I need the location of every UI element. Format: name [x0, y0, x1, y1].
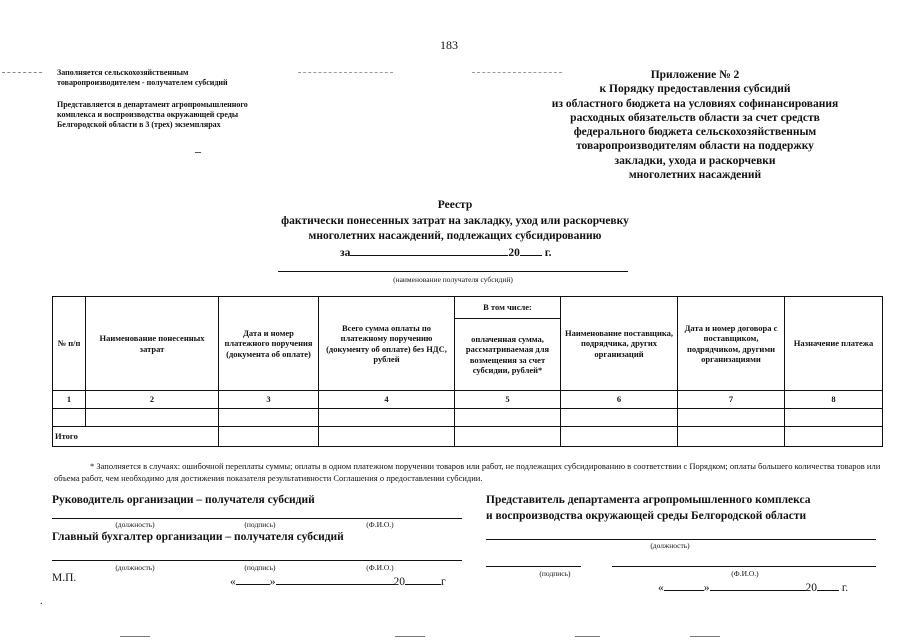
date-year-suffix: г.	[841, 582, 849, 594]
appendix-line: федерального бюджета сельскохозяйственным	[573, 126, 817, 139]
period-blank	[350, 245, 508, 256]
scan-mark	[120, 636, 150, 637]
left-date	[230, 574, 446, 588]
column-number-cell: 3	[219, 391, 319, 409]
date-quote-close: »	[703, 582, 710, 594]
expense-registry-table	[52, 296, 883, 447]
appendix-line: расходных обязательств области за счет средств	[570, 111, 820, 124]
dept-representative-line-1: Представитель департамента агропромышленного комплекса	[486, 494, 811, 506]
top-note-line-2: товаропроизводителем - получателем субсидий	[57, 78, 228, 87]
appendix-line: закладки, ухода и раскорчевки	[614, 154, 776, 167]
footnote: * Заполняется в случаях: ошибочной переплаты суммы; оплаты в одном платежном поручении товаров или работ, не подлежащих субсидированию в соответствии с Порядком; оплаты большего количества товаров или объема работ, чем необходимо для достижения показателя результативности Соглашения о предоставлении субсидии.	[54, 461, 881, 483]
empty-cell	[219, 427, 319, 447]
right-date	[658, 580, 848, 594]
dept-position-line	[486, 539, 876, 540]
date-day-blank	[236, 574, 270, 585]
accountant-signature-title: Главный бухгалтер организации – получателя субсидий	[52, 531, 344, 543]
date-year: 20	[393, 576, 405, 588]
dept-signature-line	[486, 566, 581, 567]
head-fio-caption: (Ф.И.О.)	[366, 520, 394, 529]
empty-cell	[319, 427, 455, 447]
head-position-caption: (должность)	[115, 520, 155, 529]
accountant-fio-caption: (Ф.И.О.)	[366, 563, 394, 572]
header-including: В том числе:	[455, 297, 561, 319]
appendix-heading	[520, 68, 870, 182]
header-subsidy-amount: оплаченная сумма, рассматриваемая для возмещения за счет субсидии, рублей*	[455, 319, 561, 391]
dept-fio-line	[612, 566, 876, 567]
dept-position-caption: (должность)	[650, 541, 690, 550]
empty-cell	[455, 409, 561, 427]
appendix-line: из областного бюджета на условиях софинансирования	[551, 97, 839, 110]
empty-cell	[53, 409, 86, 427]
empty-cell	[785, 427, 883, 447]
empty-cell	[561, 409, 678, 427]
header-total-amount: Всего сумма оплаты по платежному поручению (документу об оплате) без НДС, рублей	[319, 297, 455, 391]
empty-cell	[785, 409, 883, 427]
date-month-blank	[710, 580, 806, 591]
recipient-caption: (наименование получателя субсидий)	[393, 275, 513, 284]
reporting-period	[340, 245, 552, 259]
scan-mark	[195, 152, 201, 153]
empty-cell	[678, 409, 785, 427]
date-month-blank	[276, 574, 394, 585]
appendix-line: Приложение № 2	[650, 69, 740, 81]
registry-title-line-2: фактически понесенных затрат на закладку, уход или раскорчевку	[281, 214, 629, 227]
period-year-blank	[520, 245, 542, 256]
scan-mark	[298, 72, 393, 73]
empty-cell	[678, 427, 785, 447]
date-quote-open: «	[658, 582, 664, 594]
scan-mark	[2, 72, 42, 73]
column-number-cell: 6	[561, 391, 678, 409]
accountant-position-caption: (должность)	[115, 563, 155, 572]
empty-cell	[319, 409, 455, 427]
recipient-name-line	[278, 271, 628, 272]
table-row	[53, 409, 883, 427]
empty-cell	[219, 409, 319, 427]
header-number: № п/п	[53, 297, 86, 391]
total-row	[53, 427, 883, 447]
column-number-cell: 5	[455, 391, 561, 409]
column-number-cell: 7	[678, 391, 785, 409]
header-contract: Дата и номер договора с поставщиком, подрядчиком, другими организациями	[678, 297, 785, 391]
date-year: 20	[805, 582, 817, 594]
header-payment-order: Дата и номер платежного поручения (документа об оплате)	[219, 297, 319, 391]
scan-mark: .	[40, 596, 43, 607]
period-year: 20	[508, 247, 520, 259]
date-year-blank	[405, 574, 441, 585]
period-year-suffix: г.	[544, 247, 552, 259]
dept-signature-caption: (подпись)	[539, 569, 571, 578]
column-number-cell: 4	[319, 391, 455, 409]
date-quote-close: »	[269, 576, 276, 588]
head-signature-title: Руководитель организации – получателя субсидий	[52, 494, 315, 506]
registry-title-line-3: многолетних насаждений, подлежащих субсидированию	[308, 230, 602, 242]
registry-title	[200, 198, 710, 245]
dept-fio-caption: (Ф.И.О.)	[731, 569, 759, 578]
header-expense-name: Наименование понесенных затрат	[86, 297, 219, 391]
header-payment-purpose: Назначение платежа	[785, 297, 883, 391]
appendix-line: к Порядку предоставления субсидий	[599, 83, 791, 96]
head-signature-caption: (подпись)	[244, 520, 276, 529]
top-note-line-5: Белгородской области в 3 (трех) экземплярах	[57, 120, 221, 129]
accountant-signature-caption: (подпись)	[244, 563, 276, 572]
date-year-suffix: г	[441, 576, 446, 588]
head-signature-line	[52, 518, 462, 519]
registry-title-line-1: Реестр	[437, 199, 473, 211]
date-year-blank	[817, 580, 839, 591]
empty-cell	[455, 427, 561, 447]
accountant-signature-line	[52, 560, 462, 561]
total-label: Итого	[53, 427, 219, 447]
empty-cell	[86, 409, 219, 427]
header-supplier-name: Наименование поставщика, подрядчика, других организаций	[561, 297, 678, 391]
column-number-cell: 1	[53, 391, 86, 409]
scan-mark	[575, 636, 600, 637]
scan-mark	[395, 636, 425, 637]
stamp-placeholder: М.П.	[52, 572, 77, 584]
date-day-blank	[664, 580, 704, 591]
top-note-line-3: Представляется в департамент агропромышленного	[57, 100, 248, 109]
scan-mark	[690, 636, 720, 637]
appendix-line: товаропроизводителям области на поддержку	[576, 140, 814, 153]
empty-cell	[561, 427, 678, 447]
dept-representative-line-2: и воспроизводства окружающей среды Белгородской области	[486, 510, 807, 522]
top-note-line-4: комплекса и воспроизводства окружающей среды	[57, 110, 239, 119]
appendix-line: многолетних насаждений	[628, 169, 762, 182]
column-number-cell: 8	[785, 391, 883, 409]
period-prefix: за	[340, 247, 351, 259]
date-quote-open: «	[230, 576, 236, 588]
column-number-cell: 2	[86, 391, 219, 409]
top-note-line-1: Заполняется сельскохозяйственным	[57, 68, 189, 77]
page-number: 183	[440, 38, 458, 52]
